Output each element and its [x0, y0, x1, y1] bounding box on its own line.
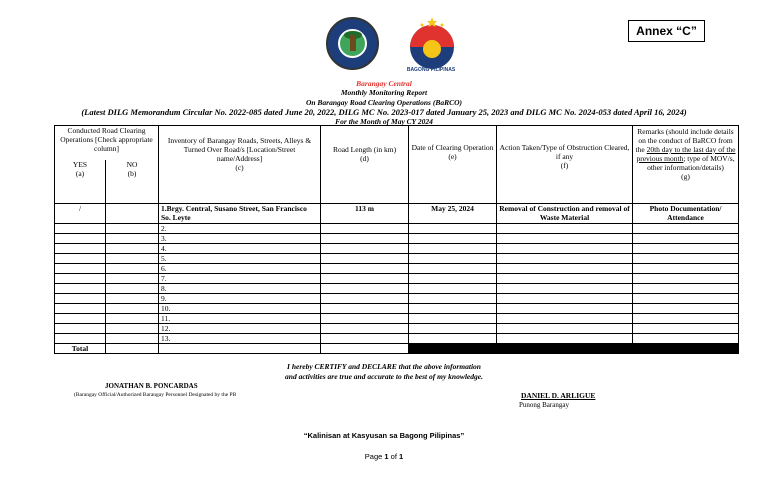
col-remarks-text-2: ; type of MOV/s, other information/details)	[647, 154, 735, 172]
row-number: 9.	[159, 294, 321, 304]
cell-action: Removal of Construction and removal of Waste Material	[497, 204, 633, 224]
table-row	[55, 334, 739, 344]
certification-statement	[0, 362, 768, 382]
bagong-pilipinas-text: BAGONG PILIPINAS	[406, 67, 456, 73]
row-number: 7.	[159, 274, 321, 284]
certification-line-2: and activities are true and accurate to the best of my knowledge.	[285, 372, 483, 381]
col-ops-title: Conducted Road Clearing Operations [Check appropriate column]	[55, 126, 159, 161]
total-blackout	[409, 344, 497, 354]
cell-no-mark	[106, 204, 159, 224]
table-row	[55, 294, 739, 304]
table-row	[55, 234, 739, 244]
col-remarks-text-1: Remarks (should include details on the conduct of BaRCO from the	[635, 127, 734, 154]
row-number: 13.	[159, 334, 321, 344]
table-row	[55, 224, 739, 234]
palm-trunk-icon	[350, 35, 356, 51]
total-length	[321, 344, 409, 354]
col-inventory-code: (c)	[235, 163, 244, 172]
cell-length: 113 m	[321, 204, 409, 224]
row-number: 10.	[159, 304, 321, 314]
approved-by-designation: Punong Barangay	[519, 401, 569, 409]
cell-date: May 25, 2024	[409, 204, 497, 224]
table-row	[55, 284, 739, 294]
row-number: 8.	[159, 284, 321, 294]
col-no-code: (b)	[127, 169, 137, 178]
motto: “Kalinisan at Kasyusan sa Bagong Pilipinas”	[303, 431, 465, 440]
col-yes-code: (a)	[75, 169, 85, 178]
total-row	[55, 344, 739, 354]
row-number: 4.	[159, 244, 321, 254]
col-remarks	[633, 126, 739, 204]
col-no	[106, 160, 159, 204]
col-action-code: (f)	[560, 161, 569, 170]
page-of: of	[388, 452, 400, 461]
table-row-1	[55, 204, 739, 224]
total-label: Total	[55, 344, 106, 354]
col-date-code: (e)	[448, 152, 457, 161]
col-length	[321, 126, 409, 204]
col-action-label: Action Taken/Type of Obstruction Cleared, if any	[499, 143, 630, 161]
annex-label: Annex “C”	[628, 20, 705, 42]
row-number: 11.	[159, 314, 321, 324]
total-blackout	[633, 344, 739, 354]
table-row	[55, 244, 739, 254]
barangay-name: Barangay Central	[356, 79, 412, 88]
page-number	[0, 452, 768, 461]
col-inventory-label: Inventory of Barangay Roads, Streets, Alleys & Turned Over Road/s [Location/Street name/Address]	[167, 136, 312, 163]
col-remarks-underlined: 20th day to the last day of the previous month	[636, 145, 736, 163]
report-title: Monthly Monitoring Report	[340, 88, 428, 97]
row-number: 12.	[159, 324, 321, 334]
total-inventory	[159, 344, 321, 354]
page-total: 1	[399, 452, 404, 461]
cell-yes-mark: /	[55, 204, 106, 224]
table-row	[55, 254, 739, 264]
report-subject: On Barangay Road Clearing Operations (BaRCO)	[305, 98, 463, 107]
col-yes-label: YES	[72, 160, 88, 169]
col-date	[409, 126, 497, 204]
total-no	[106, 344, 159, 354]
page-label: Page	[364, 452, 385, 461]
barco-table	[54, 125, 739, 354]
table-row	[55, 274, 739, 284]
table-row	[55, 264, 739, 274]
table-row	[55, 314, 739, 324]
row-number: 5.	[159, 254, 321, 264]
row-number: 2.	[159, 224, 321, 234]
certification-line-1: I hereby CERTIFY and DECLARE that the above information	[287, 362, 481, 371]
cell-inventory: 1.Brgy. Central, Susano Street, San Francisco So. Leyte	[159, 204, 321, 224]
prepared-by-designation: (Barangay Official/Authorized Barangay Personnel Designated by the PB	[74, 392, 237, 398]
row-number: 6.	[159, 264, 321, 274]
cell-remarks: Photo Documentation/ Attendance	[633, 204, 739, 224]
approved-by-name: DANIEL D. ARLIGUE	[521, 391, 596, 400]
col-date-label: Date of Clearing Operation	[411, 143, 494, 152]
col-action	[497, 126, 633, 204]
col-yes	[55, 160, 106, 204]
col-remarks-code: (g)	[681, 172, 690, 181]
col-no-label: NO	[126, 160, 138, 169]
table-row	[55, 324, 739, 334]
col-length-label: Road Length (in km)	[332, 145, 397, 154]
col-length-code: (d)	[360, 154, 369, 163]
report-period: For the Month of May CY 2024	[335, 117, 433, 126]
page-current: 1	[384, 452, 389, 461]
row-number: 3.	[159, 234, 321, 244]
prepared-by-name: JONATHAN B. PONCARDAS	[105, 382, 198, 390]
total-blackout	[497, 344, 633, 354]
barangay-seal-logo	[326, 17, 379, 70]
table-row	[55, 304, 739, 314]
reference-circulars: (Latest DILG Memorandum Circular No. 2022-085 dated June 20, 2022, DILG MC No. 2023-017 dated January 25, 2023 and DILG MC No. 2024-053 dated April 16, 2024)	[81, 107, 687, 117]
col-inventory	[159, 126, 321, 204]
